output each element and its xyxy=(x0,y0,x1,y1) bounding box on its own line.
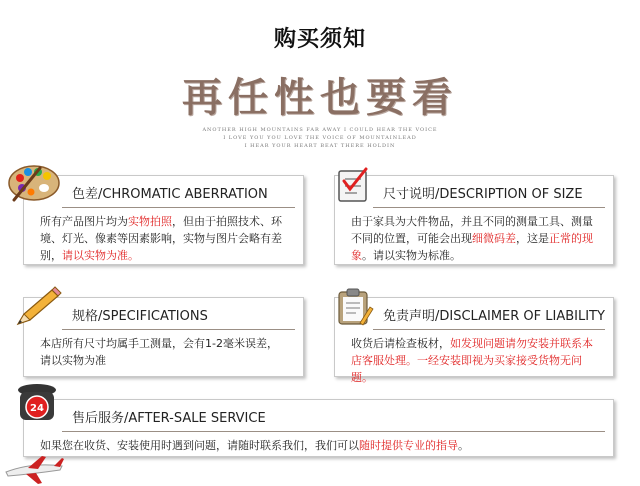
card-heading: 规格/SPECIFICATIONS xyxy=(72,309,208,324)
highlight-text: 请以实物为准。 xyxy=(62,249,139,262)
pencil-icon xyxy=(12,284,62,328)
checklist-icon xyxy=(334,165,374,205)
highlight-text: 实物拍照 xyxy=(128,215,172,228)
description-of-size-card xyxy=(334,175,614,265)
page-title: 购买须知 xyxy=(273,27,366,52)
clipboard-icon xyxy=(334,287,374,327)
chromatic-aberration-card xyxy=(23,175,304,265)
card-heading: 售后服务/AFTER-SALE SERVICE xyxy=(72,411,266,426)
highlight-text: 正常的现象 xyxy=(351,232,593,262)
specifications-card xyxy=(23,297,304,377)
telephone-24-icon xyxy=(14,380,60,426)
motto-text xyxy=(0,126,640,150)
disclaimer-card xyxy=(334,297,614,384)
after-sale-service-card xyxy=(23,399,614,457)
paint-palette-icon xyxy=(6,160,62,204)
airplane-icon xyxy=(2,452,66,486)
card-body: 收货后请检查板材，如发现问题请勿安装并联系本店客服处理。一经安装即视为买家接受货物无问题。 xyxy=(351,337,593,384)
highlight-text: 细微码差 xyxy=(472,232,516,245)
card-body: 如果您在收货、安装使用时遇到问题，请随时联系我们，我们可以随时提供专业的指导。 xyxy=(40,439,469,452)
motto-line: I LOVE YOU YOU LOVE THE VOICE OF MOUNTAINLEAD xyxy=(223,135,417,141)
motto-line: ANOTHER HIGH MOUNTAINS FAR AWAY I COULD HEAR THE VOICE xyxy=(202,127,438,133)
highlight-text: 如发现问题请勿安装并联系本店客服处理。一经安装即视为买家接受货物无问题。 xyxy=(351,337,593,384)
card-heading: 色差/CHROMATIC ABERRATION xyxy=(72,187,268,202)
card-body: 所有产品图片均为实物拍照，但由于拍照技术、环境、灯光、像素等因素影响，实物与图片会略有差别，请以实物为准。 xyxy=(40,215,282,262)
divider xyxy=(62,431,605,432)
svg-text:24: 24 xyxy=(30,403,44,414)
divider xyxy=(373,329,605,330)
divider xyxy=(62,207,295,208)
divider xyxy=(373,207,605,208)
highlight-text: 随时提供专业的指导 xyxy=(359,439,458,452)
motto-line: I HEAR YOUR HEART BEAT THERE HOLDIN xyxy=(244,143,396,149)
card-heading: 尺寸说明/DESCRIPTION OF SIZE xyxy=(383,187,583,202)
card-body: 由于家具为大件物品，并且不同的测量工具、测量不同的位置，可能会出现细微码差，这是正常的现象。请以实物为标准。 xyxy=(351,215,593,262)
card-heading: 免责声明/DISCLAIMER OF LIABILITY xyxy=(383,309,605,324)
divider xyxy=(62,329,295,330)
card-body: 本店所有尺寸均属手工测量，会有1-2毫米误差，请以实物为准 xyxy=(40,337,278,367)
page-subtitle: 再任性也要看 xyxy=(182,75,458,121)
